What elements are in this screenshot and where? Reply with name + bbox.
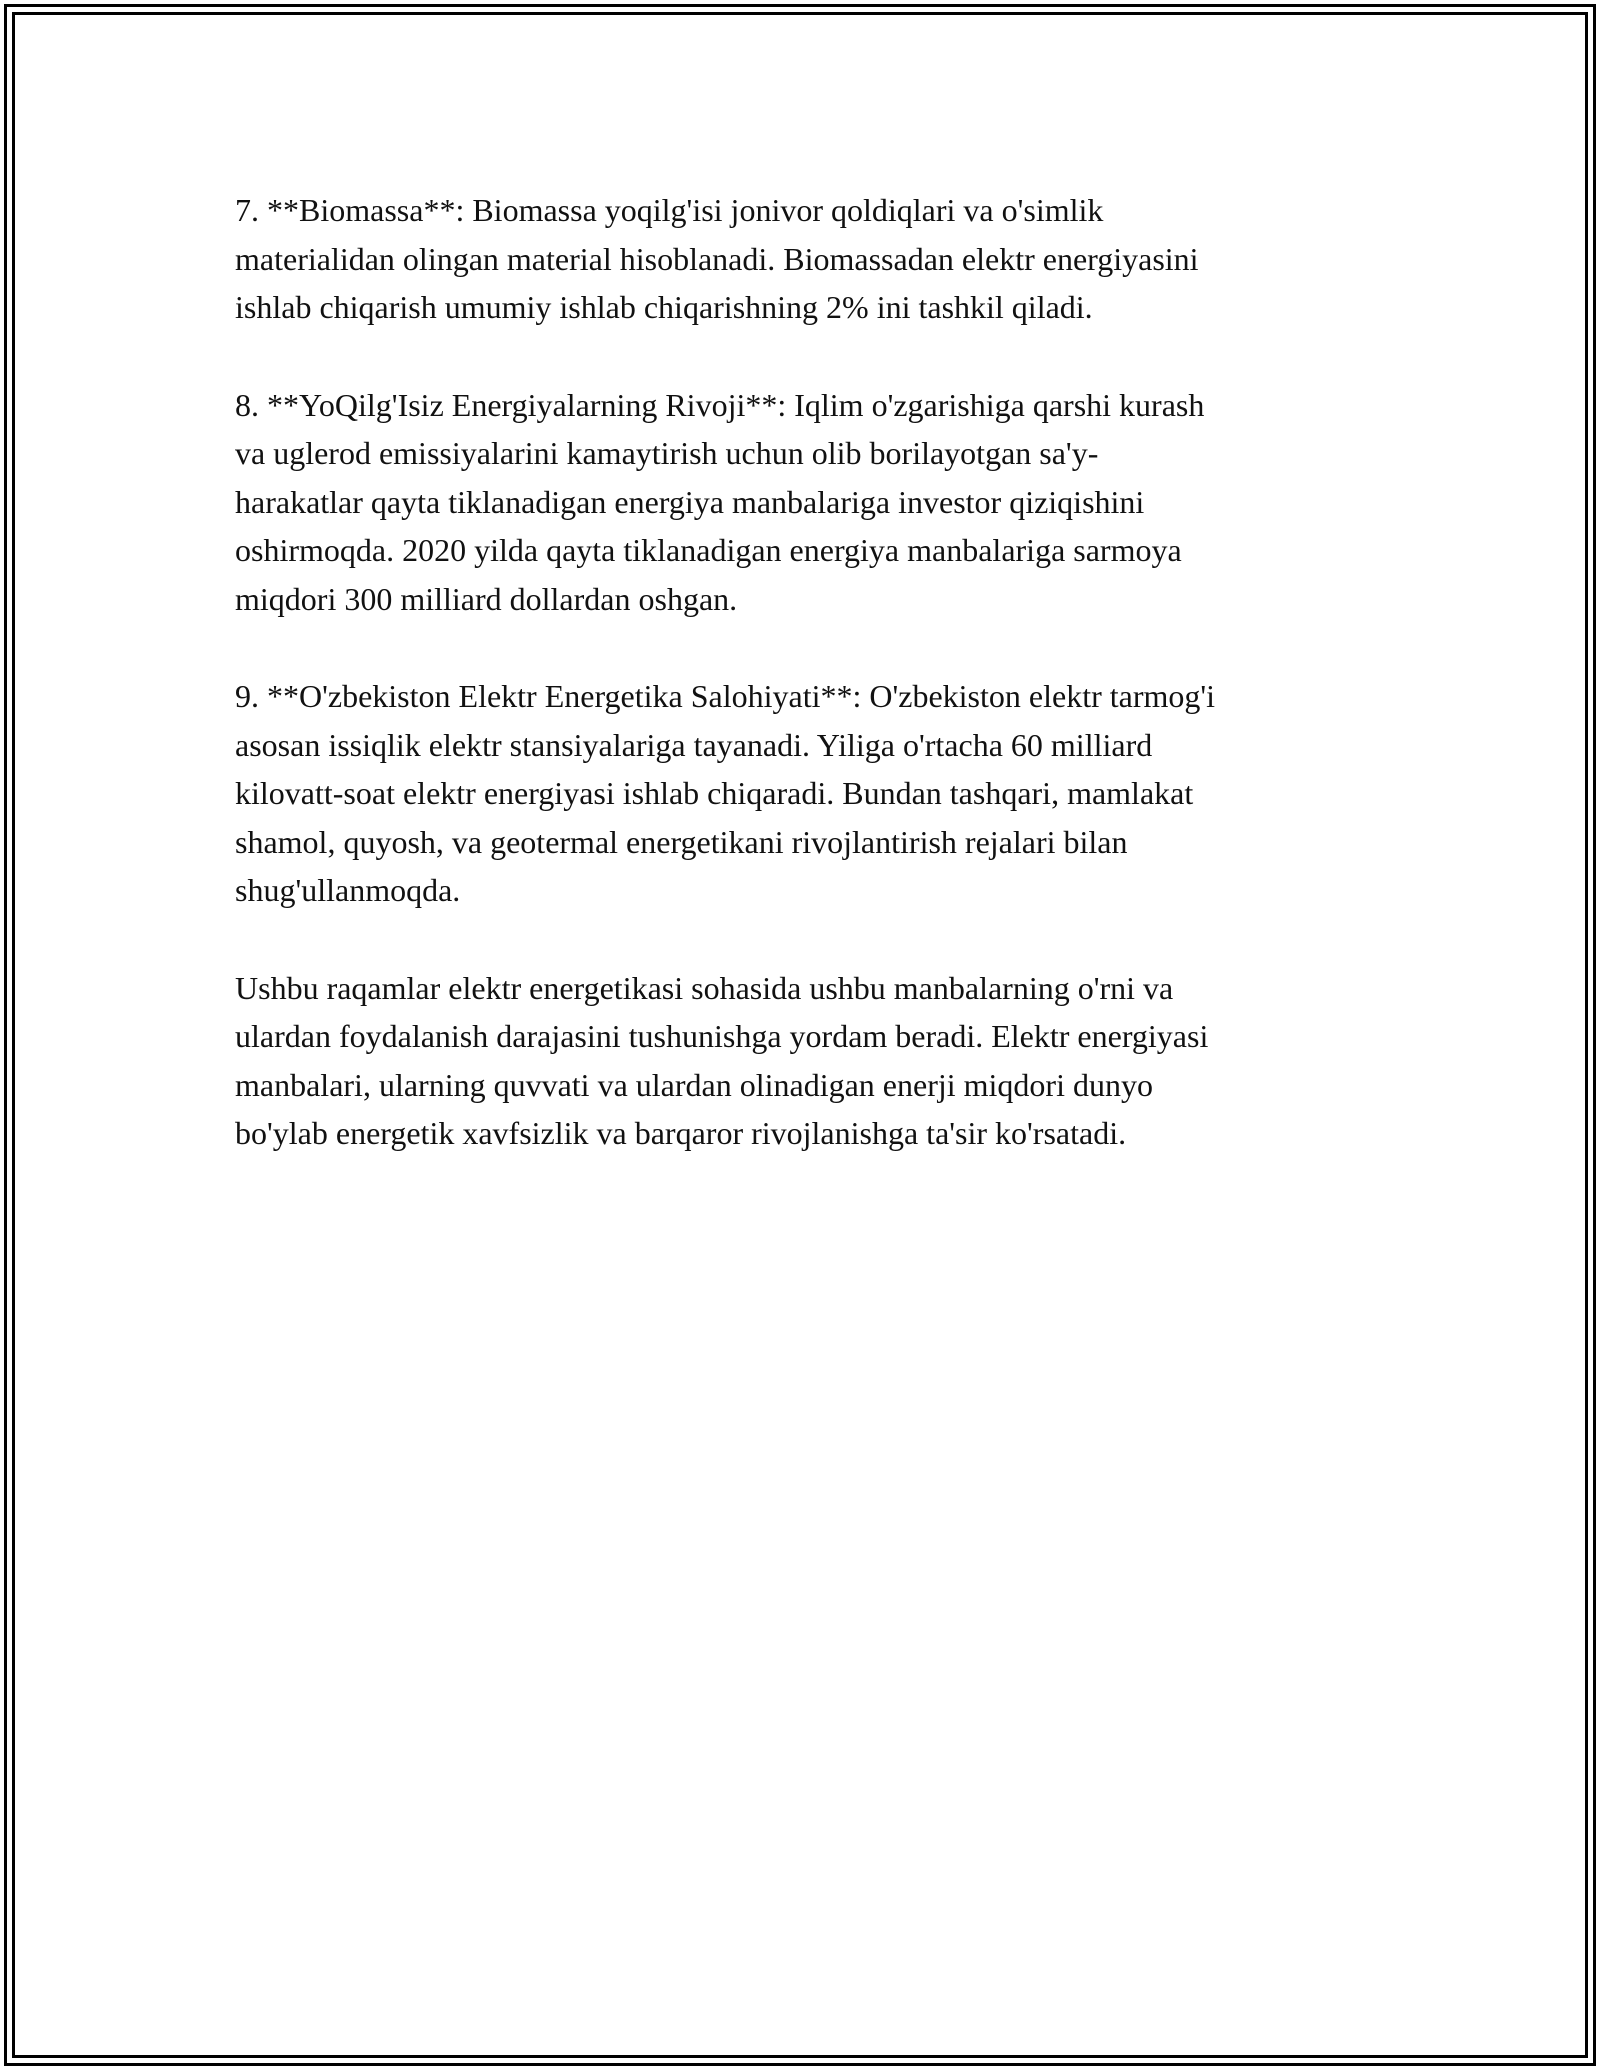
text-line: miqdori 300 milliard dollardan oshgan. <box>235 580 738 617</box>
text-line: 7. **Biomassa**: Biomassa yoqilg'isi jonivor qoldiqlari va o'simlik <box>235 192 1104 228</box>
text-line: asosan issiqlik elektr stansiyalariga tayanadi. Yiliga o'rtacha 60 milliard <box>235 726 1153 763</box>
text-line: ishlab chiqarish umumiy ishlab chiqarishning 2% ini tashkil qiladi. <box>235 289 1093 325</box>
text-line: oshirmoqda. 2020 yilda qayta tiklanadigan energiya manbalariga sarmoya <box>235 532 1182 568</box>
text-line: shug'ullanmoqda. <box>235 872 461 908</box>
text-line: Ushbu raqamlar elektr energetikasi sohasida ushbu manbalarning o'rni va <box>235 969 1174 1006</box>
document-body <box>235 186 1385 1207</box>
text-line: materialidan olingan material hisoblanadi. Biomassadan elektr energiyasini <box>235 240 1199 277</box>
paragraph-uzbekistan-potential <box>235 672 1385 915</box>
text-line: shamol, quyosh, va geotermal energetikani rivojlantirish rejalari bilan <box>235 823 1128 860</box>
text-line: 8. **YoQilg'Isiz Energiyalarning Rivoji**: Iqlim o'zgarishiga qarshi kurash <box>235 386 1205 423</box>
paragraph-renewables-development <box>235 381 1385 624</box>
text-line: ulardan foydalanish darajasini tushunishga yordam beradi. Elektr energiyasi <box>235 1018 1209 1054</box>
text-line: manbalari, ularning quvvati va ulardan olinadigan enerji miqdori dunyo <box>235 1066 1153 1103</box>
paragraph-biomass <box>235 186 1385 332</box>
text-line: kilovatt-soat elektr energiyasi ishlab chiqaradi. Bundan tashqari, mamlakat <box>235 775 1194 811</box>
text-line: harakatlar qayta tiklanadigan energiya manbalariga investor qiziqishini <box>235 483 1145 520</box>
text-line: bo'ylab energetik xavfsizlik va barqaror rivojlanishga ta'sir ko'rsatadi. <box>235 1115 1127 1151</box>
paragraph-conclusion <box>235 964 1385 1158</box>
text-line: 9. **O'zbekiston Elektr Energetika Salohiyati**: O'zbekiston elektr tarmog'i <box>235 678 1216 714</box>
text-line: va uglerod emissiyalarini kamaytirish uchun olib borilayotgan sa'y- <box>235 435 1099 471</box>
